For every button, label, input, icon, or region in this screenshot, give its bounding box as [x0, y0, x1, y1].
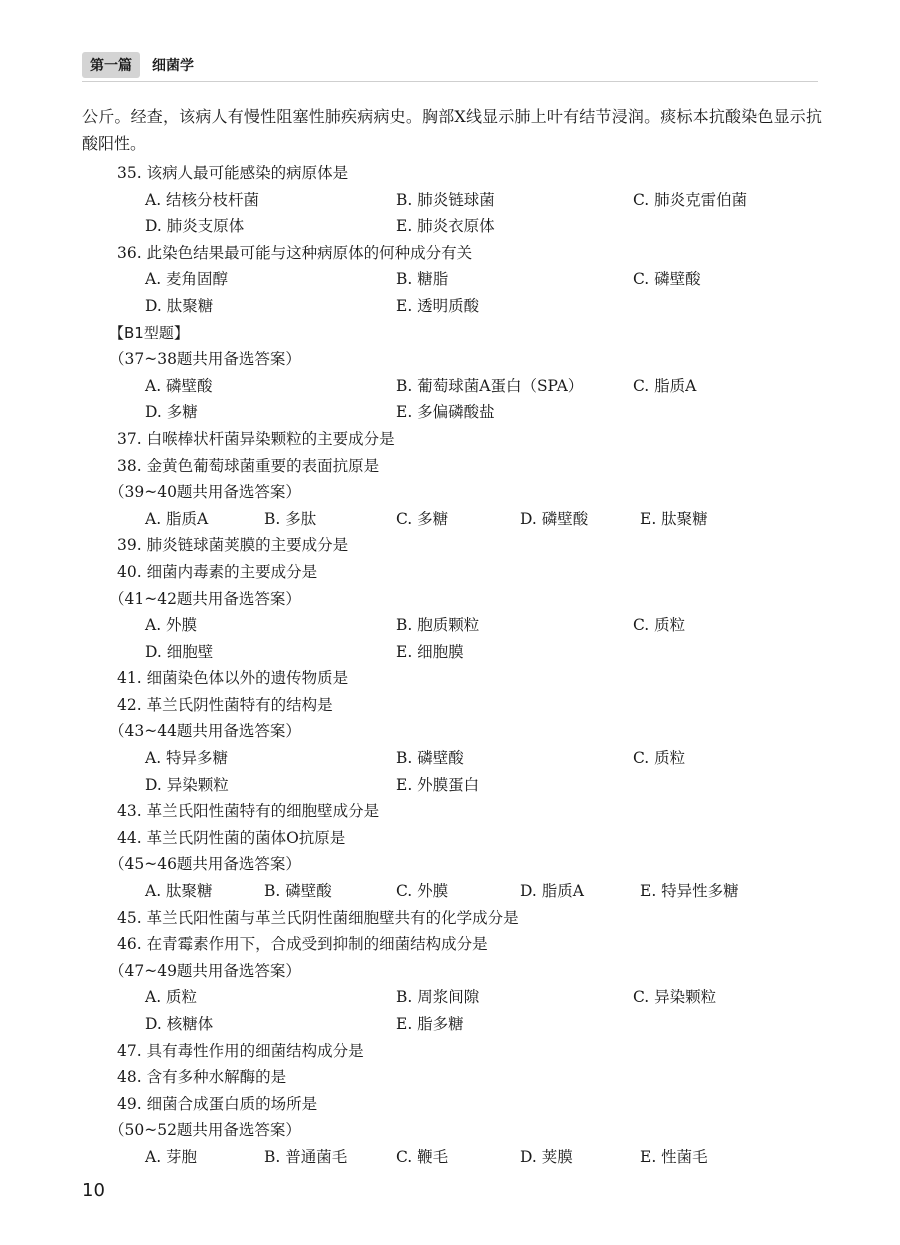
question-stem: 48. 含有多种水解酶的是: [117, 1068, 287, 1087]
answer-option: B. 磷壁酸: [396, 749, 464, 768]
answer-option: E. 外膜蛋白: [396, 775, 480, 794]
option-row: [82, 187, 822, 214]
answer-option: A. 外膜: [145, 616, 198, 635]
section-heading: 【B1型题】: [109, 323, 189, 342]
answer-option: B. 胞质颗粒: [396, 616, 480, 635]
question-stem: 40. 细菌内毒素的主要成分是: [117, 562, 318, 581]
answer-option: C. 脂质A: [633, 376, 697, 395]
answer-option: A. 麦角固醇: [145, 270, 229, 289]
answer-option: D. 多糖: [145, 403, 198, 422]
part-badge: 第一篇: [82, 52, 140, 78]
answer-option: B. 多肽: [264, 509, 317, 528]
answer-option: D. 磷壁酸: [520, 509, 589, 528]
page-content: [82, 104, 822, 1171]
option-row: [82, 266, 822, 293]
answer-option: D. 肺炎支原体: [145, 217, 245, 236]
answer-option: D. 脂质A: [520, 882, 584, 901]
question-stem: 38. 金黄色葡萄球菌重要的表面抗原是: [117, 456, 380, 475]
page-number: 10: [82, 1180, 105, 1201]
question-stem: 41. 细菌染色体以外的遗传物质是: [117, 669, 349, 688]
answer-option: E. 多偏磷酸盐: [396, 403, 495, 422]
option-row: [82, 772, 822, 799]
answer-option: D. 肽聚糖: [145, 296, 214, 315]
answer-option: D. 核糖体: [145, 1015, 214, 1033]
question-stem: 46. 在青霉素作用下，合成受到抑制的细菌结构成分是: [117, 935, 488, 954]
option-row: [82, 984, 822, 1011]
option-row: [82, 213, 822, 240]
question-stem: 39. 肺炎链球菌荚膜的主要成分是: [117, 536, 349, 555]
answer-option: E. 肺炎衣原体: [396, 217, 495, 236]
question-stem: 45. 革兰氏阳性菌与革兰氏阴性菌细胞壁共有的化学成分是: [117, 908, 519, 927]
option-row: [82, 373, 822, 400]
answer-option: C. 异染颗粒: [633, 988, 717, 1007]
answer-option: D. 细胞壁: [145, 642, 214, 661]
answer-option: B. 磷壁酸: [264, 882, 332, 901]
option-row: [82, 506, 822, 533]
answer-option: E. 透明质酸: [396, 296, 480, 315]
question-stem: 47. 具有毒性作用的细菌结构成分是: [117, 1041, 364, 1060]
page-header: [82, 52, 194, 78]
question-stem: 36. 此染色结果最可能与这种病原体的何种成分有关: [117, 243, 473, 262]
option-row: [82, 1144, 822, 1171]
case-intro-paragraph: 公斤。经查，该病人有慢性阻塞性肺疾病病史。胸部X线显示肺上叶有结节浸润。痰标本抗酸染色显示抗酸阳性。: [82, 107, 822, 153]
answer-option: C. 质粒: [633, 749, 686, 768]
answer-option: C. 鞭毛: [396, 1147, 449, 1166]
answer-option: C. 多糖: [396, 509, 449, 528]
answer-option: C. 外膜: [396, 882, 449, 901]
answer-option: D. 异染颗粒: [145, 775, 229, 794]
answer-option: A. 肽聚糖: [145, 882, 213, 901]
chapter-title: 细菌学: [152, 58, 194, 74]
answer-option: A. 磷壁酸: [145, 376, 213, 395]
answer-group-label: （39~40题共用备选答案）: [109, 483, 301, 502]
question-stem: 42. 革兰氏阴性菌特有的结构是: [117, 695, 333, 714]
question-list: [82, 160, 822, 1171]
answer-option: A. 芽胞: [145, 1147, 198, 1166]
option-row: [82, 878, 822, 905]
answer-option: E. 肽聚糖: [640, 509, 708, 528]
option-row: [82, 399, 822, 426]
question-stem: 49. 细菌合成蛋白质的场所是: [117, 1094, 318, 1113]
answer-option: B. 糖脂: [396, 270, 449, 289]
option-row: [82, 612, 822, 639]
answer-group-label: （50~52题共用备选答案）: [109, 1121, 301, 1140]
answer-group-label: （37~38题共用备选答案）: [109, 350, 301, 369]
answer-option: A. 特异多糖: [145, 749, 229, 768]
answer-option: A. 结核分枝杆菌: [145, 190, 260, 209]
answer-option: B. 普通菌毛: [264, 1147, 348, 1166]
answer-option: C. 肺炎克雷伯菌: [633, 190, 748, 209]
answer-option: C. 磷壁酸: [633, 270, 701, 289]
option-row: [82, 293, 822, 320]
answer-option: E. 特异性多糖: [640, 882, 739, 901]
question-stem: 35. 该病人最可能感染的病原体是: [117, 164, 349, 182]
answer-option: B. 周浆间隙: [396, 988, 480, 1007]
answer-option: A. 脂质A: [145, 509, 209, 528]
option-row: [82, 639, 822, 666]
answer-group-label: （45~46题共用备选答案）: [109, 855, 301, 874]
answer-option: C. 质粒: [633, 616, 686, 635]
answer-option: A. 质粒: [145, 988, 198, 1007]
answer-option: B. 肺炎链球菌: [396, 190, 495, 209]
answer-option: E. 细胞膜: [396, 642, 464, 661]
question-stem: 44. 革兰氏阴性菌的菌体O抗原是: [117, 828, 346, 847]
answer-group-label: （43~44题共用备选答案）: [109, 722, 301, 741]
question-stem: 37. 白喉棒状杆菌异染颗粒的主要成分是: [117, 429, 395, 448]
answer-option: E. 脂多糖: [396, 1015, 464, 1033]
header-divider: [82, 81, 818, 82]
question-stem: 43. 革兰氏阳性菌特有的细胞壁成分是: [117, 802, 380, 821]
option-row: [82, 745, 822, 772]
answer-group-label: （47~49题共用备选答案）: [109, 961, 301, 980]
answer-option: D. 荚膜: [520, 1147, 573, 1166]
answer-option: E. 性菌毛: [640, 1147, 708, 1166]
answer-group-label: （41~42题共用备选答案）: [109, 589, 301, 608]
answer-option: B. 葡萄球菌A蛋白（SPA）: [396, 376, 584, 395]
option-row: [82, 1011, 822, 1038]
